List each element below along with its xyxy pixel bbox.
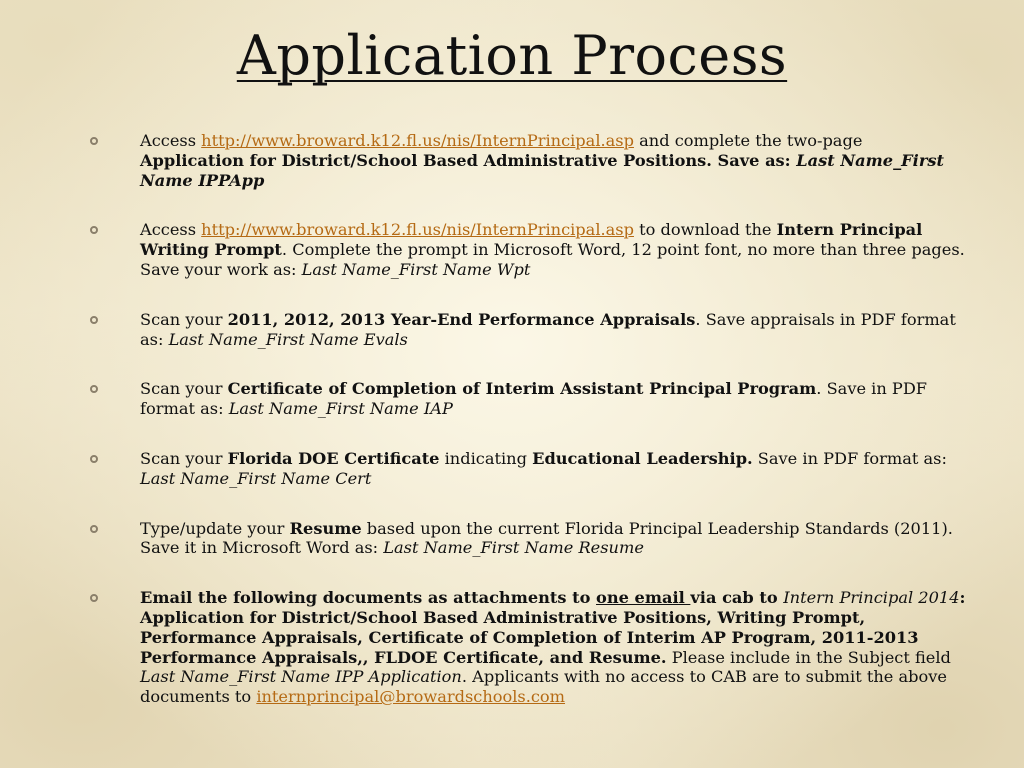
filename-text: Last Name_First Name Resume [383,538,644,558]
bold-text: Certificate of Completion of Interim Assistant Principal Program [227,379,817,399]
bullet-text [140,220,965,279]
bold-text: 2011, 2012, 2013 Year-End Performance Appraisals [227,309,696,329]
bullet-marker-icon [90,455,98,463]
bullet-text [140,379,927,418]
bullet-list [88,131,968,737]
bullet-item-appraisals [88,310,968,350]
bold-text: Florida DOE Certificate [227,448,440,468]
text-run: . Save in PDF format as: [140,379,928,419]
intern-principal-link[interactable]: http://www.broward.k12.fl.us/nis/InternPrincipal.asp [201,131,634,150]
text-run: . Save appraisals in PDF format as: [140,309,956,349]
filename-text: Last Name_First Name IPPApp [140,150,944,190]
bold-text: : Application for District/School Based Administrative Positions, Writing Prompt, Performance Appraisals, Certificate of Completion of Interim AP Program, 2011-2013 Performance Appraisals,, FLDOE Certificate, and Resume. [140,588,966,667]
text-run: Save in PDF format as: [752,448,947,468]
bold-text: Email the following documents as attachments to [140,588,597,608]
bullet-marker-icon [90,385,98,393]
filename-text: Last Name_First Name IPP Application [140,667,462,687]
bullet-item-certificate [88,379,968,419]
bold-text: Resume [289,518,362,538]
filename-text: Last Name_First Name IAP [228,399,453,419]
bold-underline-text: one email [596,588,691,608]
intern-principal-link[interactable]: http://www.broward.k12.fl.us/nis/InternPrincipal.asp [201,220,634,240]
bullet-item-doe-certificate [88,449,968,489]
bold-text: Educational Leadership. [532,448,753,468]
slide-title: Application Process [236,24,788,87]
text-run: Type/update your [140,518,290,538]
text-run: . Complete the prompt in Microsoft Word, 12 point font, no more than three pages. Save your work as: [140,240,965,279]
text-run: . Applicants with no access to CAB are to submit the above documents to [140,667,948,707]
bullet-text [140,519,953,558]
bullet-text [140,310,956,349]
filename-text: Last Name_First Name Evals [168,329,408,349]
text-run: Scan your [140,309,228,329]
text-run: Please include in the Subject field [666,647,951,667]
bullet-text [140,449,947,488]
italic-text: Intern Principal 2014 [783,588,960,608]
bold-text: Application for District/School Based Administrative Positions. Save as: [140,150,797,170]
text-run: Scan your [140,379,228,399]
bullet-item-email [88,588,968,707]
bullet-item-writing-prompt [88,220,968,279]
bullet-marker-icon [90,594,98,602]
filename-text: Last Name_First Name Wpt [301,259,531,279]
text-run: to download the [633,220,777,240]
email-link[interactable]: internprincipal@browardschools.com [256,687,566,707]
text-run: indicating [439,448,533,468]
bold-text: Intern Principal Writing Prompt [140,220,923,260]
bullet-text [140,131,944,190]
filename-text: Last Name_First Name Cert [140,468,372,488]
text-run: based upon the current Florida Principal Leadership Standards (2011). Save it in Microsoft Word as: [140,518,953,558]
text-run: Scan your [140,448,228,468]
bullet-marker-icon [90,137,98,145]
text-run: and complete the two-page [633,131,863,150]
text-run: Access [140,131,202,150]
bullet-marker-icon [90,226,98,234]
bullet-marker-icon [90,316,98,324]
text-run: Access [140,220,202,240]
bullet-text [140,588,966,706]
bullet-marker-icon [90,525,98,533]
bullet-item-application [88,131,968,190]
bold-text: via cab to [690,588,784,608]
bullet-item-resume [88,519,968,559]
